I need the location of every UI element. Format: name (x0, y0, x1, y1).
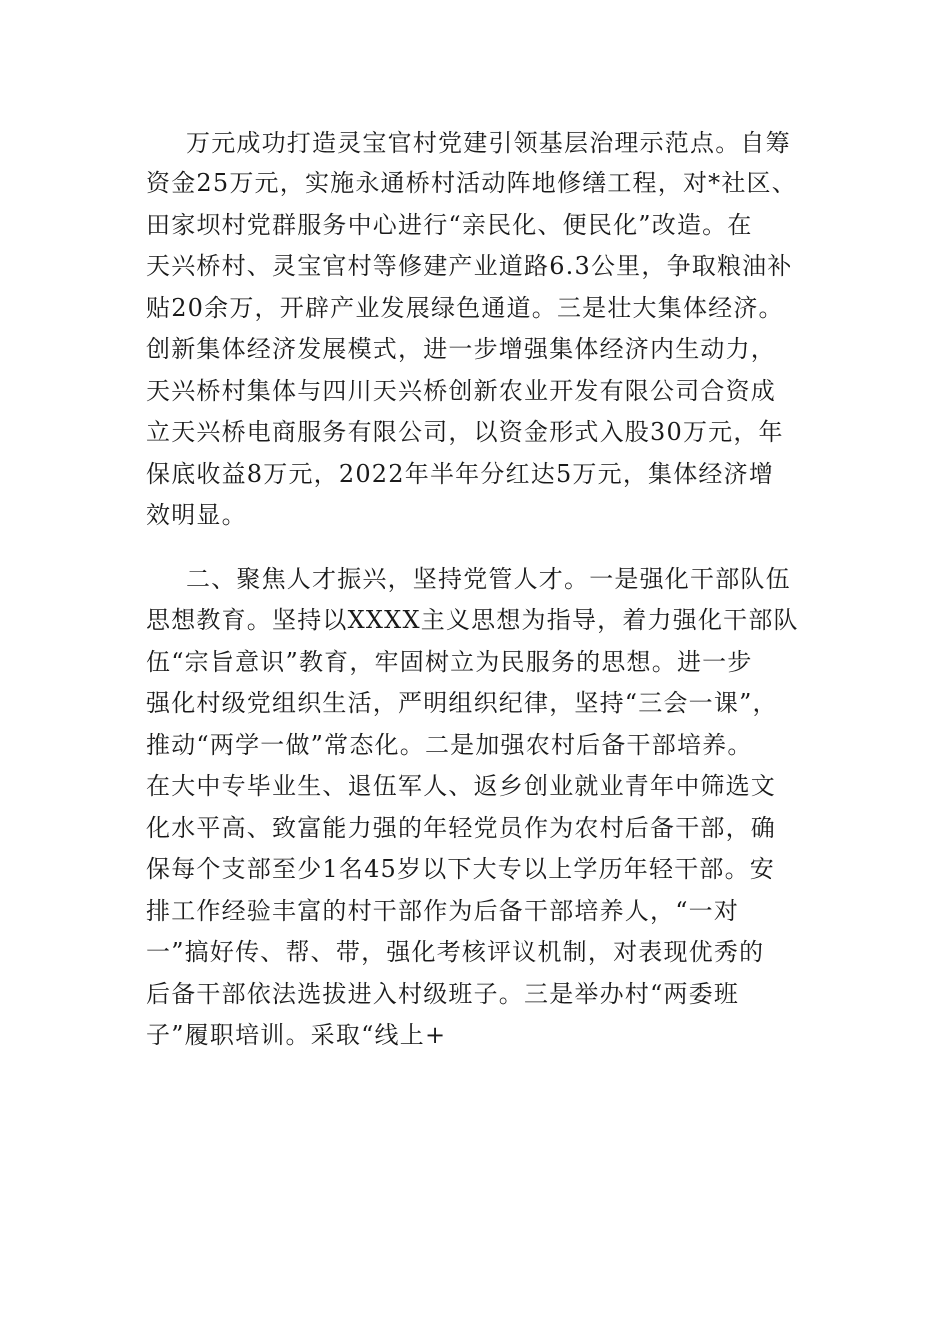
paragraph-1-line-2: 资金25万元，实施永通桥村活动阵地修缮工程，对*社区、 (146, 169, 797, 197)
paragraph-2-line-12: 子”履职培训。采取“线上+ (146, 1021, 447, 1049)
paragraph-1-line-4: 天兴桥村、灵宝官村等修建产业道路6.3公里，争取粮油补 (146, 252, 793, 280)
paragraph-1-line-8: 立天兴桥电商服务有限公司，以资金形式入股30万元，年 (146, 418, 784, 446)
paragraph-1-line-9: 保底收益8万元，2022年半年分红达5万元，集体经济增 (146, 460, 775, 488)
paragraph-2-line-5: 推动“两学一做”常态化。二是加强农村后备干部培养。 (146, 731, 753, 759)
paragraph-1-line-6: 创新集体经济发展模式，进一步增强集体经济内生动力， (146, 335, 776, 363)
paragraph-2-line-10: 一”搞好传、帮、带，强化考核评议机制，对表现优秀的 (146, 938, 765, 966)
paragraph-1-line-10: 效明显。 (146, 501, 247, 529)
paragraph-2-line-6: 在大中专毕业生、退伍军人、返乡创业就业青年中筛选文 (146, 772, 776, 800)
paragraph-1-line-7: 天兴桥村集体与四川天兴桥创新农业开发有限公司合资成 (146, 377, 776, 405)
paragraph-2-line-3: 伍“宗旨意识”教育，牢固树立为民服务的思想。进一步 (146, 648, 753, 676)
paragraph-1-line-3: 田家坝村党群服务中心进行“亲民化、便民化”改造。在 (146, 211, 753, 239)
paragraph-2-line-8: 保每个支部至少1名45岁以下大专以上学历年轻干部。安 (146, 855, 776, 883)
paragraph-2-line-2: 思想教育。坚持以XXXX主义思想为指导，着力强化干部队 (146, 606, 799, 634)
paragraph-2-line-9: 排工作经验丰富的村干部作为后备干部培养人，“一对 (146, 897, 740, 925)
paragraph-2-line-4: 强化村级党组织生活，严明组织纪律，坚持“三会一课”， (146, 689, 778, 717)
paragraph-2-line-11: 后备干部依法选拔进入村级班子。三是举办村“两委班 (146, 980, 740, 1008)
paragraph-2-line-1: 二、聚焦人才振兴，坚持党管人才。一是强化干部队伍 (186, 565, 791, 593)
paragraph-2-line-7: 化水平高、致富能力强的年轻党员作为农村后备干部，确 (146, 814, 776, 842)
paragraph-1-line-5: 贴20余万，开辟产业发展绿色通道。三是壮大集体经济。 (146, 294, 784, 322)
paragraph-1-line-1: 万元成功打造灵宝官村党建引领基层治理示范点。自筹 (186, 129, 791, 157)
